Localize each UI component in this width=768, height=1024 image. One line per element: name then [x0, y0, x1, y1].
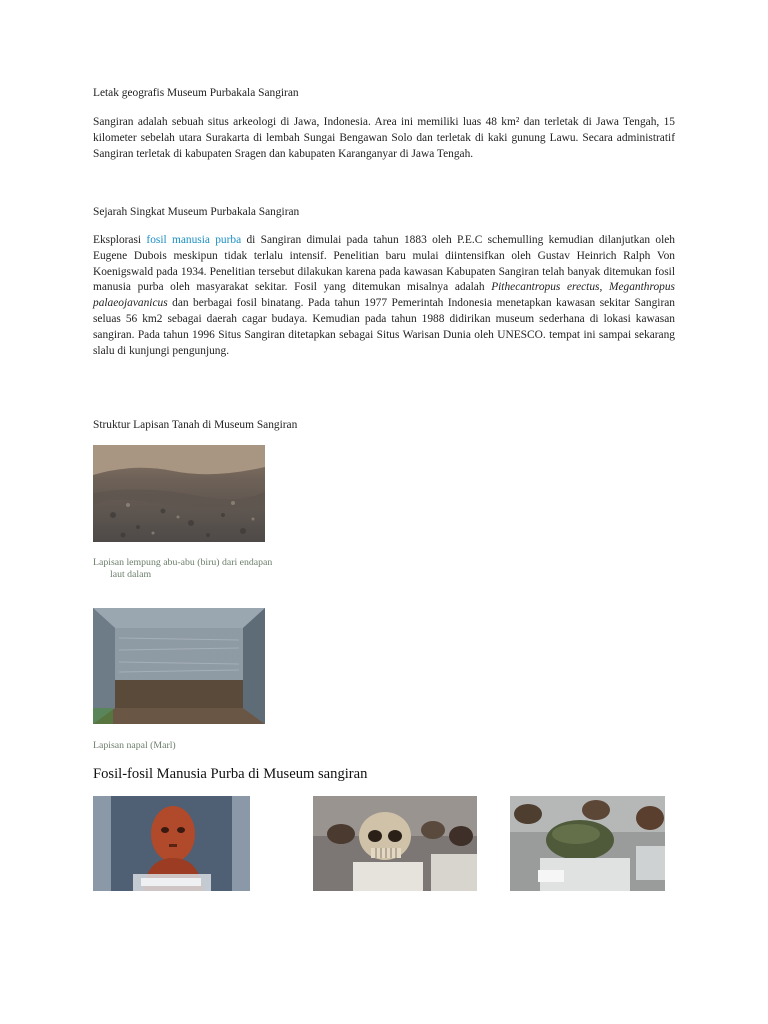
photo-clay-layer — [93, 445, 265, 542]
sejarah-text-mid: di Sangiran dimulai pada tahun 1883 oleh P.E.C schemulling kemudian dilanjutkan oleh Eugene Dubois meskipun tidak terlalu intensif. Penelitian baru mulai diintensifkan oleh Gustav Heinrich Ralph Von Koenigswald pada 1934. Penelitian tersebut dilakukan karena pada kawasan Kabupaten Sangiran telah banyak ditemukan fosil manusia purba oleh masyarakat sekitar. Fosil yang ditemukan misalnya adalah — [93, 234, 675, 294]
heading-struktur-lapisan: Struktur Lapisan Tanah di Museum Sangiran — [93, 419, 298, 431]
heading-letak-geografis: Letak geografis Museum Purbakala Sangiran — [93, 87, 299, 99]
sejarah-text-end: dan berbagai fosil binatang. Pada tahun 1977 Pemerintah Indonesia menetapkan kawasan sekitar Sangiran seluas 56 km2 sebagai daerah cagar budaya. Kemudian pada tahun 1988 didirikan museum sederhana di lokasi kawasan sangiran. Pada tahun 1996 Situs Sangiran ditetapkan sebagai Situs Warisan Dunia oleh UNESCO. tempat ini sampai sekarang slalu di kunjungi pengunjung. — [93, 297, 675, 357]
sejarah-comma: , — [599, 281, 609, 294]
caption-clay-line2: laut dalam — [110, 569, 152, 580]
italic-pithecantropus: Pithecantropus erectus — [491, 281, 600, 294]
sejarah-text-start: Eksplorasi — [93, 234, 147, 246]
photo-fossil-skull-cap — [510, 796, 665, 891]
photo-marl-layer — [93, 608, 265, 724]
paragraph-letak-geografis: Sangiran adalah sebuah situs arkeologi di Jawa, Indonesia. Area ini memiliki luas 48 km² dan terletak di Jawa Tengah, 15 kilometer sebelah utara Surakarta di lembah Sungai Bengawan Solo dan terletak di kaki gunung Lawu. Secara administratif Sangiran terletak di kabupaten Sragen dan kabupaten Karanganyar di Jawa Tengah. — [93, 116, 675, 160]
heading-fosil-manusia-purba: Fosil-fosil Manusia Purba di Museum sangiran — [93, 766, 368, 782]
caption-clay-line1: Lapisan lempung abu-abu (biru) dari endapan — [93, 557, 273, 568]
heading-sejarah: Sejarah Singkat Museum Purbakala Sangiran — [93, 206, 300, 218]
caption-marl-layer: Lapisan napal (Marl) — [93, 740, 176, 751]
link-fosil-manusia-purba[interactable]: fosil manusia purba — [146, 234, 242, 246]
paragraph-sejarah — [93, 233, 675, 359]
italic-meganthropus: Meganthropus palaeojavanicus — [93, 281, 675, 310]
photo-skull-display — [313, 796, 477, 891]
photo-head-reconstruction — [93, 796, 250, 891]
caption-clay-layer — [93, 557, 272, 581]
